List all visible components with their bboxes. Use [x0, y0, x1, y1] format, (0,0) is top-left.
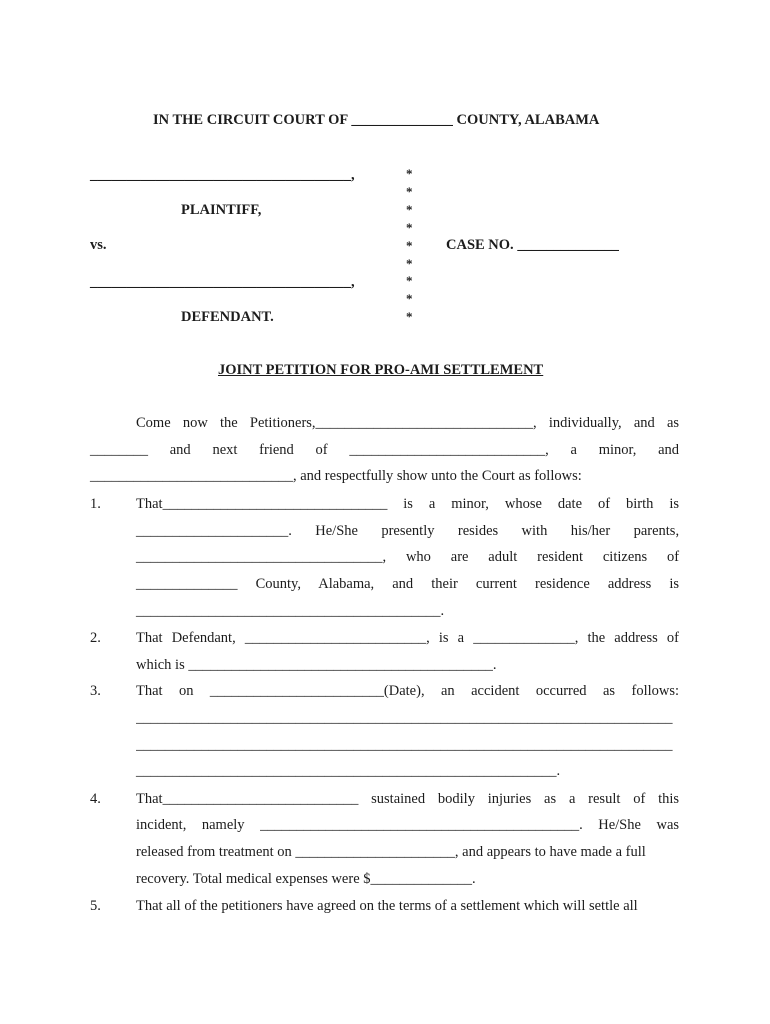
accident-description-field[interactable]: __________________________________________________________. [136, 763, 561, 779]
caption-star: * [406, 202, 413, 217]
county-blank[interactable]: ______________ [351, 112, 453, 128]
paragraph-number: 2. [90, 630, 101, 646]
plaintiff-label: PLAINTIFF, [181, 202, 262, 218]
caption-star: * [406, 291, 413, 306]
court-heading-suffix: COUNTY, ALABAMA [456, 112, 600, 128]
intro-line-2: ________ and next friend of ___________________________, a minor, and [90, 442, 680, 458]
paragraph-number: 4. [90, 791, 101, 807]
case-number-field[interactable]: ______________ [517, 237, 619, 253]
caption-star: * [406, 273, 413, 288]
caption-star: * [406, 166, 413, 181]
p3-line-1: That on ________________________(Date), an accident occurred as follows: [136, 683, 680, 699]
county-field[interactable]: ______________ [136, 576, 238, 592]
intro-line-3: ____________________________, and respectfully show unto the Court as follows: [90, 468, 582, 484]
plaintiff-name-field[interactable]: ____________________________________, [90, 167, 355, 183]
accident-date-field[interactable]: ________________________(Date), [209, 683, 425, 699]
injured-name-field[interactable]: That___________________________ [136, 791, 359, 807]
minor-name-field[interactable]: ___________________________, [349, 442, 549, 458]
defendant-type-field[interactable]: ______________, [473, 630, 579, 646]
case-number-label: CASE NO. [446, 237, 514, 253]
case-number [446, 237, 619, 254]
p1-line-2: _____________________. He/She presently resides with his/her parents, [136, 523, 680, 539]
caption-star: * [406, 184, 413, 199]
court-heading-prefix: IN THE CIRCUIT COURT OF [153, 112, 348, 128]
versus-label: vs. [90, 237, 107, 253]
paragraph-number: 5. [90, 898, 101, 914]
injuries-field[interactable]: ____________________________________________. [260, 817, 583, 833]
relationship-field[interactable]: ________ [90, 442, 148, 458]
p1-line-4: ______________ County, Alabama, and their current residence address is [136, 576, 680, 592]
caption-star: * [406, 309, 413, 324]
p5-line-1: That all of the petitioners have agreed on the terms of a settlement which will settle all [136, 898, 638, 914]
defendant-name-field[interactable]: ____________________________________, [90, 274, 355, 290]
petitioner-name-field[interactable]: Petitioners,______________________________, [249, 415, 537, 431]
accident-description-field[interactable]: __________________________________________________________________________ [136, 710, 673, 726]
residence-address-field[interactable]: __________________________________________. [136, 603, 445, 619]
parents-name-field[interactable]: __________________________________, [136, 549, 387, 565]
accident-description-field[interactable]: __________________________________________________________________________ [136, 737, 673, 753]
p4-line-4: recovery. Total medical expenses were $______________. [136, 871, 476, 887]
defendant-name-field[interactable]: _________________________, [244, 630, 430, 646]
p4-line-2: incident, namely ____________________________________________. He/She was [136, 817, 680, 833]
intro-line-1: Come now the Petitioners,______________________________, individually, and as [136, 415, 680, 431]
caption-star: * [406, 220, 413, 235]
p1-line-1: That_______________________________ is a minor, whose date of birth is [136, 496, 679, 512]
paragraph-number: 1. [90, 496, 101, 512]
p2-line-1: That Defendant, _________________________, is a ______________, the address of [136, 630, 680, 646]
p1-line-3: __________________________________, who are adult resident citizens of [136, 549, 680, 565]
defendant-label: DEFENDANT. [181, 309, 274, 325]
minor-name-field[interactable]: That_______________________________ [136, 496, 388, 512]
caption-star: * [406, 256, 413, 271]
paragraph-number: 3. [90, 683, 101, 699]
caption-star: * [406, 238, 413, 253]
document-title: JOINT PETITION FOR PRO-AMI SETTLEMENT [218, 362, 544, 378]
p4-line-3: released from treatment on ______________________, and appears to have made a full [136, 844, 646, 860]
court-heading [153, 112, 599, 129]
p4-line-1: That___________________________ sustained bodily injuries as a result of this [136, 791, 680, 807]
defendant-address-field[interactable]: which is __________________________________________. [136, 657, 497, 673]
birth-date-field[interactable]: _____________________. [136, 523, 292, 539]
